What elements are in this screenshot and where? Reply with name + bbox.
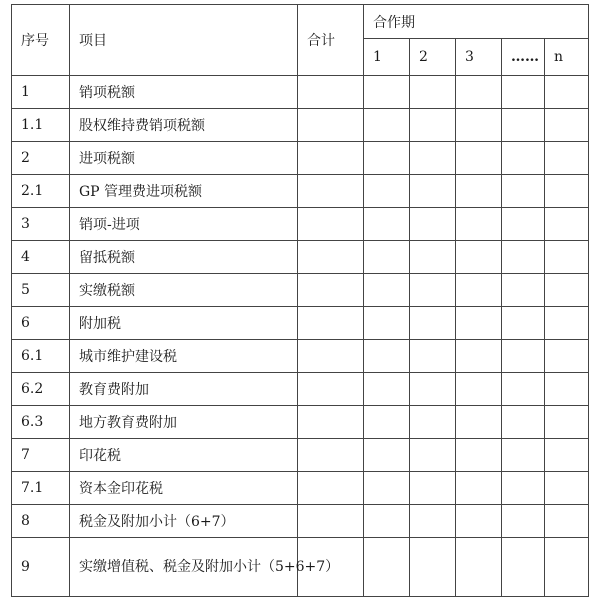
table-row — [12, 340, 589, 373]
row-total-cell — [298, 142, 364, 175]
row-period-cell — [545, 439, 589, 472]
table-row — [12, 208, 589, 241]
row-period-cell — [545, 175, 589, 208]
row-period-cell — [364, 274, 410, 307]
row-period-cell — [502, 472, 545, 505]
row-period-cell — [545, 109, 589, 142]
row-item: 销项-进项 — [70, 208, 298, 241]
row-total-cell — [298, 241, 364, 274]
row-item: 实缴税额 — [70, 274, 298, 307]
row-number: 7.1 — [12, 472, 70, 505]
row-item: 销项税额 — [70, 76, 298, 109]
row-period-cell — [456, 274, 502, 307]
row-period-cell — [502, 109, 545, 142]
header-period-n: n — [545, 39, 589, 76]
table-row — [12, 439, 589, 472]
row-period-cell — [364, 373, 410, 406]
row-period-cell — [456, 208, 502, 241]
row-number: 6.2 — [12, 373, 70, 406]
row-period-cell — [410, 538, 456, 597]
row-period-cell — [410, 307, 456, 340]
table-row — [12, 373, 589, 406]
row-number: 2.1 — [12, 175, 70, 208]
row-period-cell — [364, 439, 410, 472]
table-row — [12, 241, 589, 274]
row-period-cell — [456, 241, 502, 274]
row-item: 城市维护建设税 — [70, 340, 298, 373]
header-period: 合作期 — [364, 5, 589, 39]
row-period-cell — [502, 241, 545, 274]
row-period-cell — [456, 307, 502, 340]
row-number: 6 — [12, 307, 70, 340]
row-period-cell — [502, 142, 545, 175]
row-period-cell — [456, 340, 502, 373]
row-number: 4 — [12, 241, 70, 274]
row-period-cell — [410, 373, 456, 406]
row-period-cell — [410, 142, 456, 175]
row-number: 9 — [12, 538, 70, 597]
row-item: 资本金印花税 — [70, 472, 298, 505]
row-period-cell — [502, 274, 545, 307]
row-period-cell — [456, 472, 502, 505]
row-period-cell — [456, 76, 502, 109]
row-period-cell — [545, 373, 589, 406]
row-period-cell — [410, 406, 456, 439]
row-number: 5 — [12, 274, 70, 307]
row-period-cell — [502, 373, 545, 406]
header-period-2: 2 — [410, 39, 456, 76]
row-period-cell — [456, 439, 502, 472]
row-period-cell — [545, 472, 589, 505]
row-total-cell — [298, 307, 364, 340]
row-period-cell — [502, 505, 545, 538]
row-period-cell — [364, 208, 410, 241]
row-total-cell — [298, 373, 364, 406]
row-period-cell — [502, 307, 545, 340]
row-period-cell — [364, 538, 410, 597]
row-period-cell — [502, 406, 545, 439]
row-item: 留抵税额 — [70, 241, 298, 274]
row-number: 1.1 — [12, 109, 70, 142]
row-total-cell — [298, 406, 364, 439]
header-period-ellipsis: …… — [502, 39, 545, 76]
row-period-cell — [364, 406, 410, 439]
row-number: 6.1 — [12, 340, 70, 373]
row-period-cell — [545, 208, 589, 241]
row-item: 进项税额 — [70, 142, 298, 175]
row-item: 教育费附加 — [70, 373, 298, 406]
row-period-cell — [364, 109, 410, 142]
row-period-cell — [410, 175, 456, 208]
row-number: 8 — [12, 505, 70, 538]
row-period-cell — [410, 241, 456, 274]
row-period-cell — [545, 76, 589, 109]
row-period-cell — [456, 406, 502, 439]
row-total-cell — [298, 109, 364, 142]
header-period-1: 1 — [364, 39, 410, 76]
row-item: 地方教育费附加 — [70, 406, 298, 439]
table-row — [12, 175, 589, 208]
table-row — [12, 142, 589, 175]
row-period-cell — [545, 142, 589, 175]
row-item: 附加税 — [70, 307, 298, 340]
row-number: 7 — [12, 439, 70, 472]
row-period-cell — [456, 505, 502, 538]
table-row — [12, 274, 589, 307]
row-item: 印花税 — [70, 439, 298, 472]
row-period-cell — [364, 175, 410, 208]
row-total-cell — [298, 340, 364, 373]
row-period-cell — [502, 175, 545, 208]
row-item: 税金及附加小计（6+7） — [70, 505, 298, 538]
table-row — [12, 76, 589, 109]
row-period-cell — [410, 472, 456, 505]
row-period-cell — [364, 505, 410, 538]
row-period-cell — [502, 538, 545, 597]
row-period-cell — [545, 505, 589, 538]
row-number: 6.3 — [12, 406, 70, 439]
table-row — [12, 406, 589, 439]
row-period-cell — [456, 538, 502, 597]
row-period-cell — [410, 76, 456, 109]
row-period-cell — [545, 538, 589, 597]
table-row — [12, 505, 589, 538]
row-period-cell — [364, 76, 410, 109]
row-number: 3 — [12, 208, 70, 241]
row-period-cell — [456, 142, 502, 175]
row-period-cell — [410, 274, 456, 307]
table-row — [12, 472, 589, 505]
row-item: GP 管理费进项税额 — [70, 175, 298, 208]
row-period-cell — [364, 472, 410, 505]
row-total-cell — [298, 208, 364, 241]
row-period-cell — [364, 142, 410, 175]
table-body — [12, 76, 589, 597]
table-row — [12, 307, 589, 340]
header-period-3: 3 — [456, 39, 502, 76]
row-period-cell — [364, 307, 410, 340]
header-item: 项目 — [70, 5, 298, 76]
row-period-cell — [545, 274, 589, 307]
row-number: 1 — [12, 76, 70, 109]
header-total: 合计 — [298, 5, 364, 76]
row-period-cell — [545, 340, 589, 373]
row-period-cell — [502, 439, 545, 472]
row-item: 实缴增值税、税金及附加小计（5+6+7） — [70, 538, 298, 597]
row-period-cell — [545, 307, 589, 340]
row-period-cell — [456, 175, 502, 208]
header-no: 序号 — [12, 5, 70, 76]
row-total-cell — [298, 274, 364, 307]
row-period-cell — [410, 208, 456, 241]
row-period-cell — [456, 373, 502, 406]
row-number: 2 — [12, 142, 70, 175]
row-period-cell — [545, 241, 589, 274]
row-period-cell — [456, 109, 502, 142]
row-period-cell — [545, 406, 589, 439]
row-total-cell — [298, 439, 364, 472]
tax-calculation-table — [11, 4, 589, 597]
row-period-cell — [502, 76, 545, 109]
row-period-cell — [502, 340, 545, 373]
row-total-cell — [298, 472, 364, 505]
row-item: 股权维持费销项税额 — [70, 109, 298, 142]
row-period-cell — [410, 439, 456, 472]
row-total-cell — [298, 175, 364, 208]
row-period-cell — [364, 241, 410, 274]
table-row — [12, 538, 589, 597]
row-period-cell — [502, 208, 545, 241]
row-total-cell — [298, 505, 364, 538]
row-total-cell — [298, 76, 364, 109]
table-row — [12, 109, 589, 142]
row-period-cell — [410, 109, 456, 142]
row-period-cell — [410, 505, 456, 538]
header-row-top — [12, 5, 589, 39]
row-period-cell — [410, 340, 456, 373]
row-period-cell — [364, 340, 410, 373]
